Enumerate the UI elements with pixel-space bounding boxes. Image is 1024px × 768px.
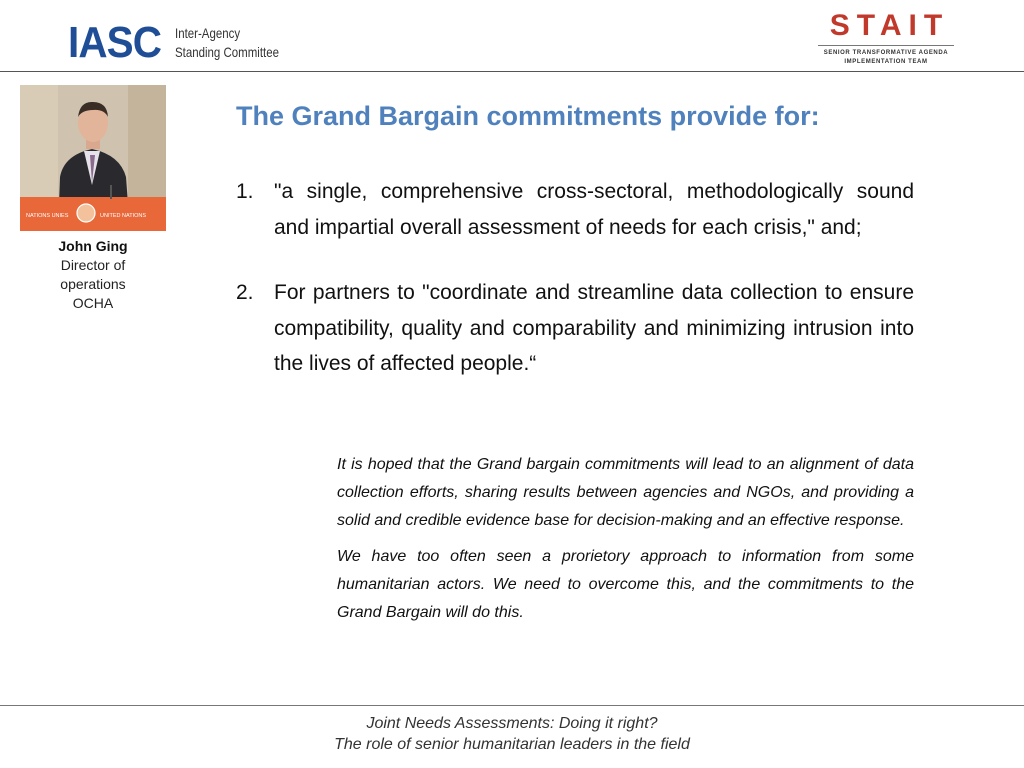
- speaker-name: John Ging: [58, 238, 128, 254]
- podium-text-right: UNITED NATIONS: [100, 213, 147, 219]
- stait-subtitle-line2: IMPLEMENTATION TEAM: [844, 59, 928, 65]
- quote-paragraph-2: We have too often seen a prorietory approach to information from some humanitarian actors. We need to overcome this, and the commitments to the Grand Bargain will do this.: [337, 548, 914, 621]
- footer: [0, 713, 1024, 755]
- header: [0, 0, 1024, 72]
- stait-logo: [818, 10, 954, 67]
- speaker-role-line2: operations: [60, 276, 126, 292]
- podium-text-left: NATIONS UNIES: [26, 213, 69, 219]
- stait-logo-divider: [818, 45, 954, 46]
- iasc-logo-subtitle: [175, 24, 302, 62]
- iasc-subtitle-line2: Standing Committee: [175, 44, 280, 60]
- speaker-caption: [20, 237, 166, 313]
- iasc-logo-mark: IASC: [68, 18, 162, 67]
- list-item: [236, 174, 914, 245]
- list-item-number: 1.: [236, 180, 254, 203]
- slide-title: The Grand Bargain commitments provide for:: [236, 101, 820, 131]
- iasc-subtitle-line1: Inter-Agency: [175, 25, 241, 41]
- quote-paragraph-1: It is hoped that the Grand bargain commitments will lead to an alignment of data collection efforts, sharing results between agencies and NGOs, and providing a solid and credible evidence base for decision-making and an effective response.: [337, 456, 914, 529]
- speaker-photo-illustration: [20, 85, 166, 231]
- iasc-logo: [68, 20, 302, 66]
- speaker-org: OCHA: [72, 295, 114, 311]
- quote-block: [337, 451, 914, 627]
- list-item-text: For partners to "coordinate and streamline data collection to ensure compatibility, quality and comparability and minimizing intrusion into the lives of affected people.“: [274, 281, 914, 375]
- list-item-text: "a single, comprehensive cross-sectoral, methodologically sound and impartial overall assessment of needs for each crisis," and;: [274, 180, 914, 239]
- header-divider: [0, 71, 1024, 72]
- list-item-number: 2.: [236, 281, 254, 304]
- speaker-photo: [20, 85, 166, 231]
- speaker-role-line1: Director of: [60, 257, 126, 273]
- footer-line2: The role of senior humanitarian leaders in the field: [334, 736, 690, 753]
- footer-line1: Joint Needs Assessments: Doing it right?: [366, 715, 658, 732]
- footer-divider: [0, 705, 1024, 706]
- stait-logo-mark: STAIT: [829, 9, 950, 42]
- commitments-list: [236, 174, 914, 382]
- stait-subtitle-line1: SENIOR TRANSFORMATIVE AGENDA: [823, 50, 949, 56]
- list-item: [236, 275, 914, 382]
